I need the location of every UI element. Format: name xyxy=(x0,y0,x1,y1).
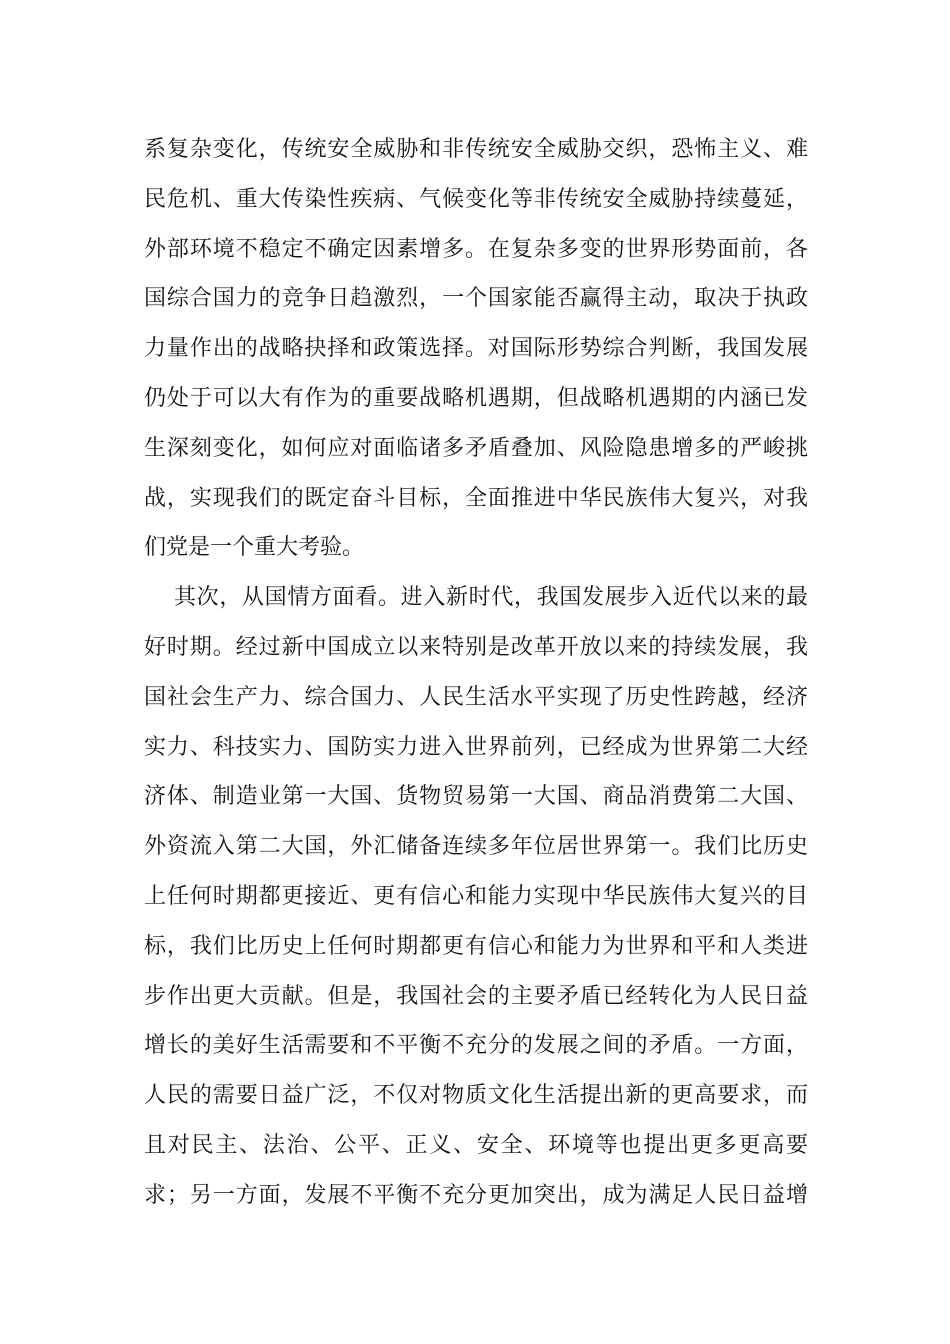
text-line-20: 人民的需要日益广泛，不仅对物质文化生活提出新的更高要求，而 xyxy=(144,1083,808,1109)
text-line-18: 步作出更大贡献。但是，我国社会的主要矛盾已经转化为人民日益 xyxy=(144,983,808,1009)
text-line-6: 仍处于可以大有作为的重要战略机遇期，但战略机遇期的内涵已发 xyxy=(144,385,808,411)
text-line-16: 上任何时期都更接近、更有信心和能力实现中华民族伟大复兴的目 xyxy=(144,883,808,909)
text-line-1: 系复杂变化，传统安全威胁和非传统安全威胁交织，恐怖主义、难 xyxy=(144,137,808,162)
text-line-21: 且对民主、法治、公平、正义、安全、环境等也提出更多更高要 xyxy=(144,1132,808,1158)
text-line-9: 们党是一个重大考验。 xyxy=(144,535,365,561)
text-line-22: 求；另一方面，发展不平衡不充分更加突出，成为满足人民日益增 xyxy=(144,1182,808,1208)
text-line-4: 国综合国力的竞争日趋激烈，一个国家能否赢得主动，取决于执政 xyxy=(144,286,808,312)
text-line-11: 好时期。经过新中国成立以来特别是改革开放以来的持续发展，我 xyxy=(144,634,808,660)
text-line-3: 外部环境不稳定不确定因素增多。在复杂多变的世界形势面前，各 xyxy=(144,236,808,262)
text-line-5: 力量作出的战略抉择和政策选择。对国际形势综合判断，我国发展 xyxy=(144,336,808,362)
text-line-17: 标，我们比历史上任何时期都更有信心和能力为世界和平和人类进 xyxy=(144,933,808,959)
text-line-7: 生深刻变化，如何应对面临诸多矛盾叠加、风险隐患增多的严峻挑 xyxy=(144,435,808,461)
text-line-19: 增长的美好生活需要和不平衡不充分的发展之间的矛盾。一方面， xyxy=(144,1033,808,1059)
text-line-12: 国社会生产力、综合国力、人民生活水平实现了历史性跨越，经济 xyxy=(144,684,808,710)
text-line-8: 战，实现我们的既定奋斗目标，全面推进中华民族伟大复兴，对我 xyxy=(144,485,808,511)
body-text xyxy=(144,125,808,1221)
text-line-2: 民危机、重大传染性疾病、气候变化等非传统安全威胁持续蔓延， xyxy=(144,186,808,212)
text-line-13: 实力、科技实力、国防实力进入世界前列，已经成为世界第二大经 xyxy=(144,734,808,760)
text-line-14: 济体、制造业第一大国、货物贸易第一大国、商品消费第二大国、 xyxy=(144,784,808,810)
text-line-15: 外资流入第二大国，外汇储备连续多年位居世界第一。我们比历史 xyxy=(144,834,808,860)
text-line-10: 其次，从国情方面看。进入新时代，我国发展步入近代以来的最 xyxy=(174,585,808,611)
